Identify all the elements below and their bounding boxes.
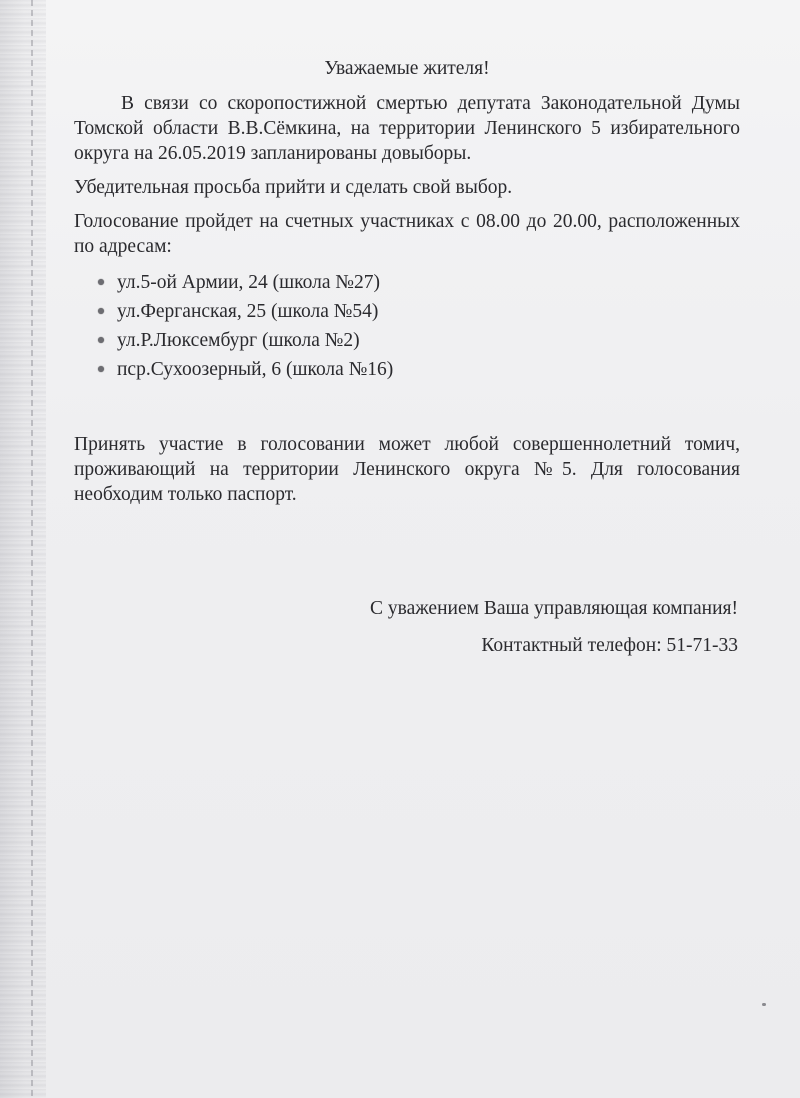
scan-speck: [762, 1003, 766, 1006]
address-item: [74, 268, 740, 297]
address-item: [74, 297, 740, 326]
contact-phone: Контактный телефон: 51-71-33: [481, 635, 738, 656]
bullet-icon: [98, 308, 104, 314]
intro-paragraph: В связи со скоропостижной смертью депутата Законодательной Думы Томской области В.В.Сёмкина, на территории Ленинского 5 избирательного округа на 26.05.2019 запланированы довыборы.: [74, 93, 740, 164]
scan-edge-shadow: [0, 0, 46, 1098]
address-item: [74, 355, 740, 384]
participation-paragraph: Принять участие в голосовании может любой совершеннолетний томич, проживающий на территории Ленинского округа №5. Для голосования необходим только паспорт.: [74, 434, 740, 505]
address-text: ул.Р.Люксембург (школа №2): [117, 330, 360, 351]
address-text: ул.Ферганская, 25 (школа №54): [117, 301, 379, 322]
address-text: пср.Сухоозерный, 6 (школа №16): [117, 359, 394, 380]
bullet-icon: [98, 366, 104, 372]
request-paragraph: Убедительная просьба прийти и сделать свой выбор.: [74, 177, 513, 198]
bullet-icon: [98, 279, 104, 285]
address-text: ул.5-ой Армии, 24 (школа №27): [117, 272, 381, 293]
closing-signature: С уважением Ваша управляющая компания!: [369, 598, 738, 619]
closing-block: [370, 596, 738, 658]
address-item: [74, 326, 740, 355]
bullet-icon: [98, 337, 104, 343]
notice-title: Уважаемые жителя!: [324, 58, 490, 79]
notice-body: [74, 56, 740, 516]
scan-edge-line: [31, 0, 33, 1098]
voting-info-paragraph: Голосование пройдет на счетных участниках с 08.00 до 20.00, расположенных по адресам:: [74, 211, 740, 257]
address-list: [74, 268, 740, 384]
